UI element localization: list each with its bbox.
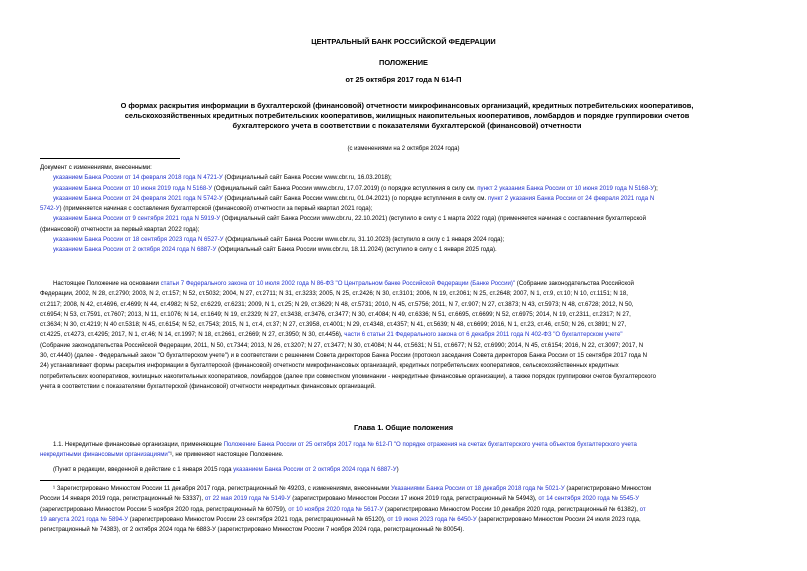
text-run: России 14 января 2019 года, регистрационный № 53337), [40, 495, 205, 503]
changes-block [40, 163, 770, 256]
text-run: (Официальный сайт Банка России www.cbr.ru, 01.04.2021) (о порядке вступления в силу см. [222, 194, 488, 202]
preamble-line [40, 289, 770, 299]
text-run: Настоящее Положение на основании [53, 280, 161, 287]
text-run: (Официальный сайт Банка России www.cbr.ru, 18.11.2024) (вступило в силу с 1 января 2025 года). [216, 246, 497, 254]
changes-line [40, 194, 770, 204]
footnote-line [40, 525, 770, 535]
document-link[interactable]: указанием Банка России от 24 февраля 2021 года N 5742-У [53, 194, 223, 202]
text-run: ст.4225, ст.4273, ст.4295; 2017, N 1, ст.46; N 14, ст.1997; N 18, ст.2661, ст.2669; N 27, ст.3950; N 30, ст.4456), [40, 331, 345, 339]
edition-note: (с изменениями на 2 октября 2024 года) [347, 146, 460, 152]
text-run: Федерации, 2002, N 28, ст.2790; 2003, N 2, ст.157; N 52, ст.5032; 2004, N 27, ст.2711; N 31, ст.3233; 2005, N 25, ст.2426; N 30, ст.3101; 2006, N 19, ст.2061; N 25, ст.2648; 2007, N 1, ст.9, ст.10; N 10, ст.1151; N 18, [40, 290, 628, 298]
text-run: (зарегистрировано Минюстом России 17 июня 2019 года, регистрационный № 54943), [290, 495, 539, 503]
document-link[interactable]: пункт 2 указания Банка России от 10 июня 2019 года N 5168-У [477, 184, 655, 192]
text-run: (Пункт в редакции, введенной в действие с 1 января 2015 года [53, 466, 234, 473]
text-run: (зарегистрировано Минюстом [564, 485, 652, 492]
preamble-line [40, 372, 770, 382]
footnote-line [40, 484, 770, 494]
document-link[interactable]: от [639, 505, 646, 513]
preamble-line [40, 320, 770, 330]
footnote-line [40, 505, 770, 515]
document-link[interactable]: от 19 июня 2023 года № 6450-У [387, 515, 477, 523]
changes-line [40, 245, 770, 255]
text-run: ¹, не применяют настоящее Положение. [169, 451, 284, 459]
footnote-line [40, 494, 770, 504]
text-run: ); [654, 184, 658, 192]
text-run: 1.1. Некредитные финансовые организации, применяющие [53, 441, 224, 448]
changes-line [40, 225, 770, 235]
changes-line [40, 235, 770, 245]
text-run: (зарегистрировано Минюстом России 5 ноября 2020 года, регистрационный № 60759), [40, 505, 289, 513]
document-link[interactable]: указанием Банка России от 2 октября 2024 года N 6887-У [53, 246, 217, 254]
text-run: ¹ Зарегистрировано Минюстом России 11 декабря 2017 года, регистрационный № 49203, с изменениями, внесенными [53, 485, 391, 492]
document-link[interactable]: статьи 7 Федерального закона от 10 июля 2002 года N 86-ФЗ "О Центральном банке Российской Федерации (Банке России)" [160, 280, 516, 287]
changes-intro: Документ с изменениями, внесенными: [40, 164, 152, 171]
document-link[interactable]: указанием Банка России от 18 сентября 2023 года N 6527-У [53, 236, 224, 244]
clause-1-1 [40, 440, 770, 461]
text-run: (Собрание законодательства Российской [515, 280, 634, 287]
footnote-block [40, 484, 770, 535]
preamble-paragraph [40, 279, 770, 392]
preamble-line [40, 310, 770, 320]
document-link[interactable]: от 10 ноября 2020 года № 5617-У [288, 505, 384, 513]
text-run: ст.6954; N 53, ст.7591, ст.7607; 2013, N 11, ст.1076; N 14, ст.1649; N 19, ст.2329; N 27, ст.3438, ст.3476, ст.3477; N 30, ст.4084; N 49, ст.6336; N 51, ст.6695, ст.6699; N 52, ст.6975; 2014, N 19, ст.2311, ст.2317; N 27, [40, 310, 631, 318]
text-run: 30, ст.4440) (далее - Федеральный закон "О бухгалтерском учете") и в соответствии с решением Совета директоров Банка России (протокол заседания Совета директоров Банка России от 15 сентября 2017 года N [40, 352, 648, 360]
changes-line [40, 204, 770, 214]
text-run: (финансовой) отчетности за первый квартал 2022 года); [40, 225, 200, 233]
text-run: (зарегистрировано Минюстом России 23 сентября 2021 года, регистрационный № 65120), [128, 515, 388, 523]
doc-title-line: бухгалтерского учета в соответствии с показателями бухгалтерской (финансовой) отчетности [232, 121, 582, 130]
text-run: 24) устанавливает формы раскрытия информации в бухгалтерской (финансовой) отчетности микрофинансовых организаций, кредитных потребительских кооперативов, сельскохозяйственных кредитных [40, 362, 619, 370]
document-link[interactable]: указанием Банка России от 2 октября 2024 года N 6887-У [233, 466, 397, 473]
doc-type: ПОЛОЖЕНИЕ [379, 58, 428, 67]
text-run: (Официальный сайт Банка России www.cbr.ru, 16.03.2018); [222, 174, 392, 182]
preamble-line [40, 361, 770, 371]
preamble-line [40, 279, 770, 289]
changes-line [40, 214, 770, 224]
preamble-line [40, 330, 770, 340]
preamble-line [40, 341, 770, 351]
preamble-line [40, 300, 770, 310]
changes-line [40, 173, 770, 183]
footnote-divider [40, 480, 180, 481]
text-run: (зарегистрировано Минюстом России 10 декабря 2020 года, регистрационный № 61382), [383, 505, 640, 513]
document-link[interactable]: 5742-У [40, 205, 60, 213]
text-run: (Официальный сайт Банка России www.cbr.ru, 31.10.2023) (вступило в силу с 1 января 2024 года); [223, 236, 505, 244]
document-link[interactable]: указанием Банка России от 10 июня 2019 года N 5168-У [53, 184, 213, 192]
text-run: (зарегистрировано Минюстом России 24 июля 2023 года, [476, 515, 641, 523]
text-run: учета в соответствии с показателями бухгалтерской (финансовой) отчетности некредитных финансовых организаций. [40, 382, 376, 390]
preamble-line [40, 351, 770, 361]
changes-line [40, 184, 770, 194]
document-link[interactable]: части 6 статьи 21 Федерального закона от 6 декабря 2011 года N 402-ФЗ "О бухгалтерском учете" [344, 331, 623, 339]
clause-note [40, 465, 770, 475]
doc-title-line: О формах раскрытия информации в бухгалтерской (финансовой) отчетности микрофинансовых организаций, кредитных потребительских кооперативов, [120, 101, 694, 110]
chapter-title: Глава 1. Общие положения [353, 423, 454, 432]
document-link[interactable]: 19 августа 2021 года № 5894-У [40, 515, 129, 523]
footnote-line [40, 515, 770, 525]
text-run: ) [396, 466, 399, 473]
document-link[interactable]: некредитными финансовыми организациями" [40, 451, 170, 459]
document-link[interactable]: Указаниями Банка России от 18 декабря 2018 года № 5021-У [390, 485, 565, 492]
doc-title-line: сельскохозяйственных кредитных потребительских кооперативов, жилищных накопительных кооперативов, ломбардов и порядке группировки счетов [124, 111, 690, 120]
text-run: ) (применяется начиная с составления бухгалтерской (финансовой) отчетности за первый квартал 2021 года); [59, 205, 373, 213]
text-run: (Официальный сайт Банка России www.cbr.ru, 17.07.2019) (о порядке вступления в силу см. [212, 184, 478, 192]
clause-line [40, 450, 770, 460]
text-run: (Официальный сайт Банка России www.cbr.ru, 22.10.2021) (вступило в силу с 1 марта 2022 года) (применяется начиная с составления бухгалтерской [220, 215, 646, 223]
preamble-line [40, 382, 770, 392]
text-run: регистрационный № 74383), от 2 октября 2024 года № 6883-У (зарегистрировано Минюстом России 7 ноября 2024 года, регистрационный № 80054). [40, 526, 465, 534]
document-link[interactable]: указанием Банка России от 9 сентября 2021 года N 5919-У [53, 215, 221, 223]
text-run: ст.2117; 2008, N 42, ст.4696, ст.4699; N 44, ст.4982; N 52, ст.6229, ст.6231; 2009, N 1, ст.25; N 29, ст.3629; N 48, ст.5731; 2010, N 45, ст.5756; 2011, N 7, ст.907; N 27, ст.3873; N 43, ст.5973; N 48, ст.6728; 2012, N 50, [40, 300, 634, 308]
doc-date: от 25 октября 2017 года N 614-П [345, 75, 462, 84]
text-run: ст.3634; N 30, ст.4219; N 40 ст.5318; N 45, ст.6154; N 52, ст.7543; 2015, N 1, ст.4, ст.37; N 27, ст.3958, ст.4001; N 29, ст.4348, ст.4357; N 41, ст.5639; N 48, ст.6699; 2016, N 1, ст.23, ст.46, ст.50; N 26, ст.3891; N 27, [40, 321, 627, 329]
bank-name: ЦЕНТРАЛЬНЫЙ БАНК РОССИЙСКОЙ ФЕДЕРАЦИИ [311, 37, 496, 46]
document-link[interactable]: указанием Банка России от 14 февраля 2018 года N 4721-У [53, 174, 223, 182]
document-link[interactable]: Положение Банка России от 25 октября 2017 года № 612-П "О порядке отражения на счетах бухгалтерского учета объектов бухгалтерского учета [223, 441, 637, 448]
divider [40, 158, 180, 159]
text-run: (Собрание законодательства Российской Федерации, 2011, N 50, ст.7344; 2013, N 26, ст.3207; N 27, ст.3477; N 30, ст.4084; N 44, ст.5631; N 51, ст.6677; N 52, ст.6990; 2014, N 45, ст.6154; 2016, N 22, ст.3097; 2017, N [40, 341, 644, 349]
document-link[interactable]: от 22 мая 2019 года № 5149-У [204, 495, 291, 503]
document-link[interactable]: от 14 сентября 2020 года № 5545-У [538, 495, 640, 503]
text-run: потребительских кооперативов, жилищных накопительных кооперативов, ломбардов (далее при совместном упоминании - некредитные финансовые организации), а также порядок группировки счетов бухгалтерского [40, 372, 657, 380]
doc-title [62, 101, 752, 131]
document-link[interactable]: пункт 2 указания Банка России от 24 февраля 2021 года N [487, 194, 655, 202]
clause-line [40, 440, 770, 450]
clause-note-line [40, 465, 770, 475]
